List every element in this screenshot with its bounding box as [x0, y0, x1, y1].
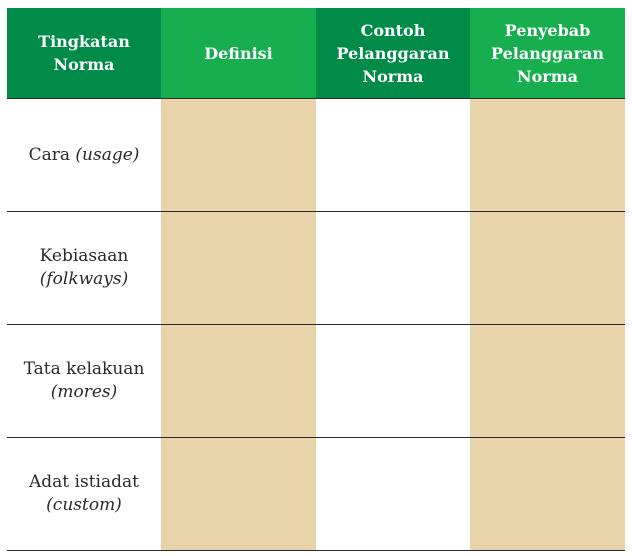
norms-worksheet-table	[7, 8, 625, 551]
contoh-cell[interactable]	[316, 99, 470, 212]
row-label-name: Cara	[28, 144, 70, 165]
penyebab-cell[interactable]	[470, 438, 625, 551]
table-row	[7, 325, 625, 438]
header-tingkatan-norma: Tingkatan Norma	[7, 8, 161, 99]
definisi-cell[interactable]	[161, 438, 316, 551]
row-label	[7, 438, 161, 551]
row-label	[7, 212, 161, 325]
contoh-cell[interactable]	[316, 212, 470, 325]
penyebab-cell[interactable]	[470, 99, 625, 212]
header-row	[7, 8, 625, 99]
definisi-cell[interactable]	[161, 212, 316, 325]
row-label-term: (mores)	[50, 382, 118, 402]
contoh-cell[interactable]	[316, 325, 470, 438]
row-label-term: (usage)	[75, 144, 140, 165]
table-row	[7, 212, 625, 325]
row-label-term: (custom)	[46, 495, 122, 515]
definisi-cell[interactable]	[161, 325, 316, 438]
table-row	[7, 99, 625, 212]
row-label-name: Adat istiadat	[29, 472, 139, 492]
row-label-name: Kebiasaan	[39, 246, 129, 266]
penyebab-cell[interactable]	[470, 325, 625, 438]
row-label-term: (folkways)	[39, 269, 129, 289]
row-label	[7, 325, 161, 438]
definisi-cell[interactable]	[161, 99, 316, 212]
header-definisi: Definisi	[161, 8, 316, 99]
penyebab-cell[interactable]	[470, 212, 625, 325]
header-penyebab-pelanggaran: Penyebab Pelanggaran Norma	[470, 8, 625, 99]
row-label-name: Tata kelakuan	[23, 359, 145, 379]
row-label	[7, 99, 161, 212]
header-contoh-pelanggaran: Contoh Pelanggaran Norma	[316, 8, 470, 99]
table-row	[7, 438, 625, 551]
contoh-cell[interactable]	[316, 438, 470, 551]
